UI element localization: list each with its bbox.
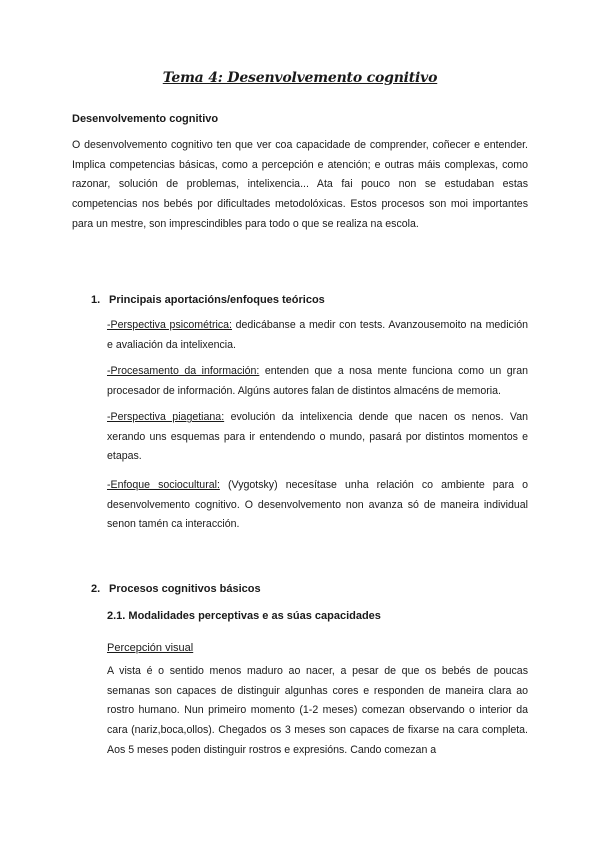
section1-item xyxy=(107,476,528,535)
item-text: dedicábanse a medir con tests. Avanzousemoito na medición e avaliación da intelixencia. xyxy=(107,319,528,351)
item-text: entenden que a nosa mente funciona como un gran procesador de información. Algúns autores falan de distintos almacéns de memoria. xyxy=(107,365,528,397)
intro-section xyxy=(72,112,528,126)
item-term: -Procesamento da información: xyxy=(107,365,260,377)
intro-heading: Desenvolvemento cognitivo xyxy=(72,113,219,125)
section2-number: 2. xyxy=(91,583,101,595)
section1-item xyxy=(107,408,528,467)
subsubsection-title: Percepción visual xyxy=(107,642,194,654)
section2-subheading xyxy=(107,609,528,623)
item-text: (Vygotsky) necesítase unha relación co ambiente para o desenvolvemento cognitivo. O desenvolvemento non avanza só de maneira individual senon tamén ca interacción. xyxy=(107,479,528,531)
section1-title: Principais aportacións/enfoques teóricos xyxy=(109,294,325,306)
section2-paragraph: A vista é o sentido menos maduro ao nacer, a pesar de que os bebés de poucas semanas son capaces de distinguir algunhas cores e responden de maneira clara ao rostro humano. Nun primeiro momento (1-2 meses) comezan observando o interior da cara (nariz,boca,ollos). Chegados os 3 meses son capaces de fixarse na cara completa. Aos 5 meses poden distinguir rostros e expresións. Cando comezan a xyxy=(107,665,528,756)
section1-item xyxy=(107,362,528,401)
item-term: -Enfoque sociocultural: xyxy=(107,479,220,491)
section2-title: Procesos cognitivos básicos xyxy=(109,583,261,595)
subsection-title: 2.1. Modalidades perceptivas e as súas capacidades xyxy=(107,610,381,622)
section2-subsubheading xyxy=(107,638,528,656)
intro-paragraph: O desenvolvemento cognitivo ten que ver coa capacidade de comprender, coñecer e entender. Implica competencias básicas, como a percepción e atención; e outras máis complexas, como razonar, solución de problemas, intelixencia... Ata fai pouco non se estudaban estas competencias nos bebés por dificultades metodolóxicas. Estos procesos son moi importantes para un mestre, son imprescindibles para todo o que se realiza na escola. xyxy=(72,139,528,230)
section2-heading xyxy=(91,579,528,597)
item-term: -Perspectiva psicométrica: xyxy=(107,319,232,331)
section1-number: 1. xyxy=(91,294,101,306)
item-term: -Perspectiva piagetiana: xyxy=(107,411,225,423)
section2-paragraph-block xyxy=(107,662,528,761)
item-text: evolución da intelixencia dende que nacen os nenos. Van xerando uns esquemas para ir entendendo o mundo, pasará por distintos momentos e etapas. xyxy=(107,411,528,463)
intro-paragraph-block xyxy=(72,136,528,235)
document-title: Tema 4: Desenvolvemento cognitivo xyxy=(162,70,438,86)
section1-item xyxy=(107,316,528,355)
section1-heading xyxy=(91,290,528,308)
